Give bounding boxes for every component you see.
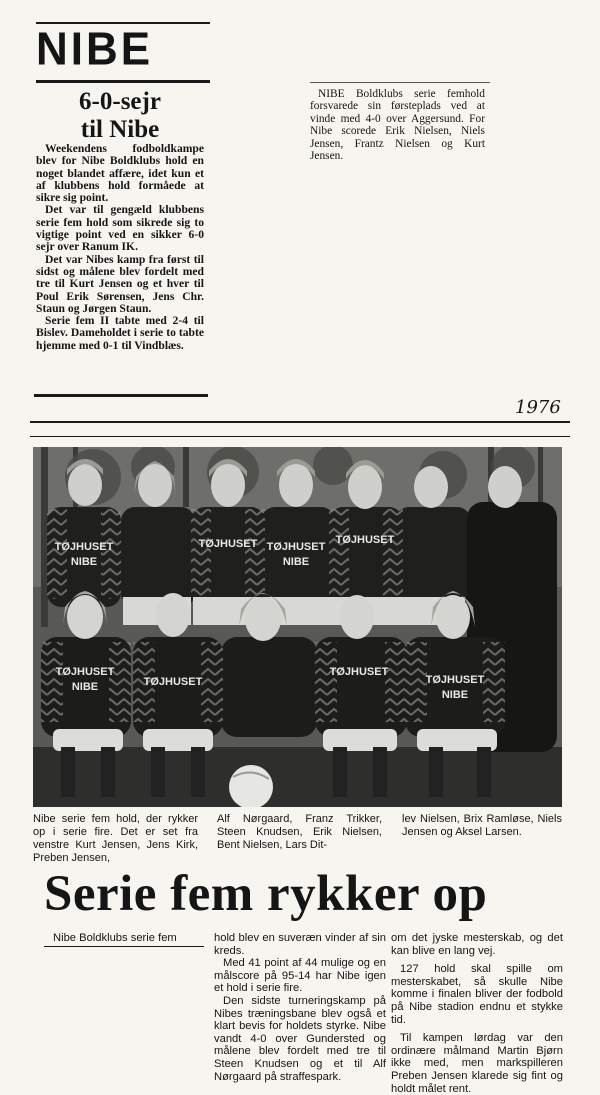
- handwritten-year: 1976: [515, 397, 561, 418]
- masthead: NIBE: [36, 23, 154, 76]
- jersey-text: TØJHUSET: [425, 674, 485, 686]
- paragraph: Weekendens fodboldkampe blev for Nibe Boldklubs hold en noget blandet affære, idet kun et af klubbens hold formåede at sikre sig point.: [36, 142, 204, 205]
- jersey-text: NIBE: [71, 681, 99, 693]
- jersey-text: NIBE: [441, 689, 469, 701]
- paragraph: Den sidste turneringskamp på Nibes træningsbane blev også et klart bevis for holdets styrke. Nibe vandt 4-0 over Gundersted og målene blev fordelt med tre til Steen Knudsen og et til Alf Nørgaard på straffespark.: [214, 994, 386, 1083]
- paragraph: hold blev en suveræn vinder af sin kreds.: [214, 932, 386, 957]
- photo-caption-col-3: lev Nielsen, Brix Ramløse, Niels Jensen og Aksel Larsen.: [402, 813, 562, 838]
- paragraph: Med 41 point af 44 mulige og en målscore på 95-14 har Nibe igen et hold i serie fire.: [214, 957, 386, 995]
- headline-line-1: 6-0-sejr: [79, 88, 161, 115]
- jersey-text: TØJHUSET: [55, 666, 115, 678]
- jersey-text: TØJHUSET: [266, 541, 326, 553]
- headline-line-2: til Nibe: [80, 116, 160, 143]
- bottom-headline: Serie fem rykker op: [44, 866, 488, 922]
- article-right-body: [310, 88, 485, 162]
- paragraph: Det var til gengæld klubbens serie fem hold som sikrede sig to vigtige point ved en sikker 6-0 sejr over Ranum IK.: [36, 203, 204, 254]
- headline: [36, 88, 204, 144]
- paragraph: om det jyske mesterskab, og det kan blive en lang vej.: [391, 932, 563, 957]
- masthead-rule: [36, 80, 210, 83]
- jersey-text: TØJHUSET: [335, 534, 395, 546]
- paragraph: Til kampen lørdag var den ordinære målmand Martin Bjørn ikke med, men markspilleren Preben Jensen klarede sig fint og holdt målet rent.: [391, 1032, 563, 1095]
- paragraph: 127 hold skal spille om mesterskabet, så skulle Nibe komme i finalen bliver der fodbold på Nibe stadion endnu et stykke tid.: [391, 963, 563, 1026]
- article-end-rule: [34, 394, 208, 397]
- paragraph: Serie fem II tabte med 2-4 til Bislev. Dameholdet i serie to tabte hjemme med 0-1 til Vindblæs.: [36, 314, 204, 352]
- photo-caption-col-2: Alf Nørgaard, Franz Trikker, Steen Knudsen, Erik Nielsen, Bent Nielsen, Lars Dit-: [217, 813, 382, 851]
- jersey-text: TØJHUSET: [143, 676, 203, 688]
- col-1-rule: [44, 946, 204, 947]
- bottom-col-3: [391, 932, 563, 1095]
- team-photo: [33, 447, 562, 807]
- paragraph: Det var Nibes kamp fra først til sidst og målene blev fordelt med tre til Kurt Jensen og et hver til Poul Erik Sørensen, Jens Chr. Staun og Jørgen Staun.: [36, 252, 204, 315]
- paragraph: Nibe Boldklubs serie fem: [53, 932, 177, 944]
- photo-caption-col-1: Nibe serie fem hold, der rykker op i serie fire. Det er set fra venstre Kurt Jensen, Jens Kirk, Preben Jensen,: [33, 813, 198, 864]
- jersey-text: TØJHUSET: [54, 541, 114, 553]
- clipping-edge-rule: [310, 82, 490, 83]
- paragraph: NIBE Boldklubs serie femhold forsvarede sin førsteplads ved at vinde med 4-0 over Aggersund. For Nibe scorede Erik Nielsen, Niels Jensen, Frantz Nielsen og Kurt Jensen.: [310, 88, 485, 163]
- jersey-text: TØJHUSET: [329, 666, 389, 678]
- section-rule-thin: [30, 436, 570, 437]
- article-body: [36, 143, 204, 352]
- jersey-text: NIBE: [70, 556, 98, 568]
- bottom-col-1: [44, 932, 204, 945]
- section-rule: [30, 421, 570, 423]
- bottom-col-2: [214, 932, 386, 1083]
- jersey-text: TØJHUSET: [198, 538, 258, 550]
- jersey-text: NIBE: [282, 556, 310, 568]
